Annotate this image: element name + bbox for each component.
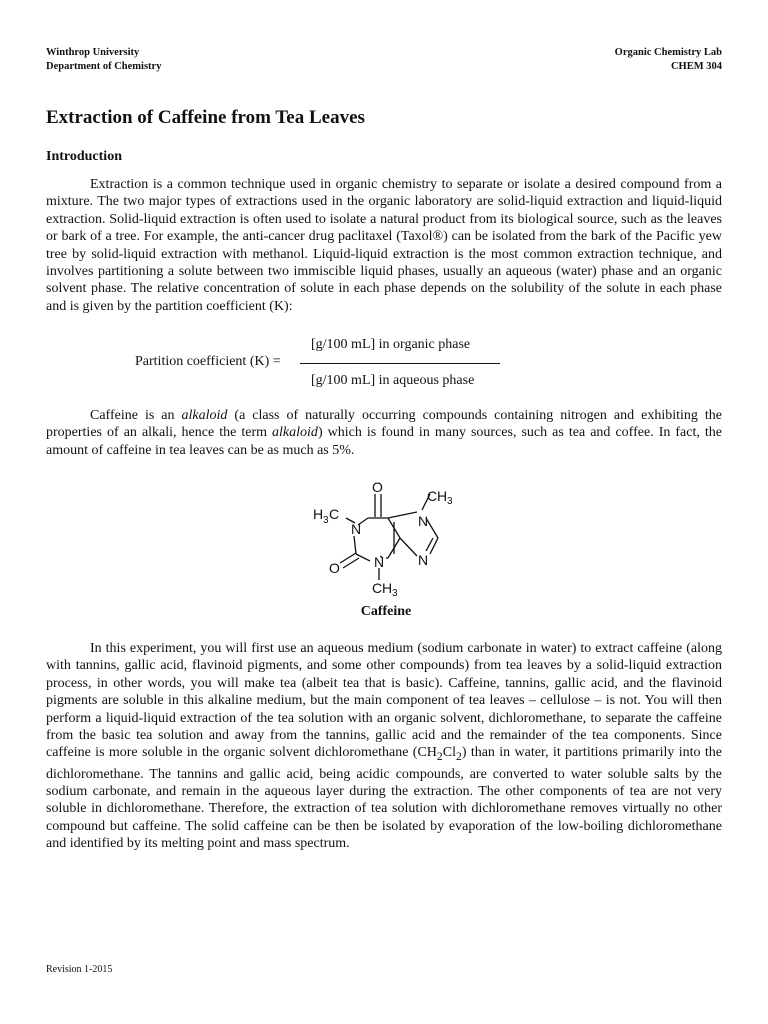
atom-nitrogen-9: N: [418, 552, 429, 568]
header-left: [46, 46, 161, 74]
p2-text-3: ) which is found in many sources, such as tea and coffee. In fact, the amount of caffeine in tea leaves can be as much as 5%.: [46, 425, 722, 458]
atom-carbon-methyl-left: C: [329, 506, 340, 522]
subscript-methyl-bottom: 3: [392, 588, 398, 599]
atom-oxygen-top: O: [372, 479, 383, 495]
bond: [356, 554, 370, 561]
atom-hydrogen-methyl-top: H: [437, 488, 448, 504]
atom-hydrogen-methyl-left: H: [313, 506, 324, 522]
partition-coefficient-formula: [135, 337, 515, 393]
atom-oxygen-left: O: [329, 560, 340, 576]
p3-text-2: Cl: [442, 745, 456, 761]
p3-subscript-1: 2: [436, 750, 443, 764]
atom-nitrogen-7: N: [418, 513, 429, 529]
fraction-bar: [300, 363, 500, 364]
bond: [400, 538, 417, 556]
alkaloid-term-1: alkaloid: [181, 408, 228, 423]
revision-footer: Revision 1-2015: [46, 964, 113, 975]
document-title: Extraction of Caffeine from Tea Leaves: [46, 107, 365, 128]
experiment-paragraph: [46, 640, 722, 853]
formula-denominator: [g/100 mL] in aqueous phase: [311, 373, 475, 388]
caffeine-structure-diagram: [300, 476, 480, 606]
subscript-methyl-left: 3: [323, 515, 329, 526]
p2-text-2: (a class of naturally occurring compounds containing nitrogen and exhibiting the properties of an alkali, hence the term: [46, 408, 723, 441]
atom-nitrogen-3: N: [374, 554, 385, 570]
structure-caption: Caffeine: [360, 604, 412, 619]
formula-numerator: [g/100 mL] in organic phase: [311, 337, 471, 352]
bond: [388, 512, 417, 518]
course-code: CHEM 304: [670, 61, 722, 72]
atom-hydrogen-methyl-bottom: H: [382, 580, 393, 596]
department-name: Department of Chemistry: [46, 61, 162, 72]
p3-text-3: ) than in water, it partitions primarily into the dichloromethane. The tannins and gallic acid, being acidic compounds, are converted to water soluble salts by the sodium carbonate, and remain in the aqueous layer during the extraction. The other components of tea are not very soluble in dichloromethane. Therefore, the extraction of tea solution with dichloromethane removes virtually no other compound but caffeine. The solid caffeine can be then be isolated by evaporation of the low-boiling dichloromethane and identified by its melting point and mass spectrum.: [46, 745, 722, 852]
header-right: [615, 46, 722, 74]
p2-text-1: Caffeine is an: [90, 408, 182, 423]
subscript-methyl-top: 3: [447, 496, 453, 507]
intro-paragraph-2: [46, 407, 722, 459]
p3-text-1: In this experiment, you will first use an aqueous medium (sodium carbonate in water) to extract caffeine (along with tannins, gallic acid, flavinoid pigments, and some other compounds) from tea leaves by a solid-liquid extraction process, in other words, you will make tea (albeit tea that is basic). Caffeine, tannins, gallic acid, and the flavinoid pigments are soluble in this alkaline medium, but the main component of tea leaves – cellulose – is not. You will then perform a liquid-liquid extraction of the tea solution with an organic solvent, dichloromethane, to separate the caffeine from the basic tea solution and away from the tannins, gallic acid and the remainder of the tea components. Since caffeine is more soluble in the organic solvent dichloromethane (CH: [46, 641, 722, 761]
formula-label: Partition coefficient (K) =: [135, 354, 281, 369]
intro-paragraph-1: Extraction is a common technique used in organic chemistry to separate or isolate a desired compound from a mixture. The two major types of extractions used in the organic laboratory are solid-liquid extraction and liquid-liquid extraction. Solid-liquid extraction is often used to isolate a natural product from its biological source, such as the leaves or bark of a tree. For example, the anti-cancer drug paclitaxel (Taxol®) can be isolated from the bark of the Pacific yew tree by solid-liquid extraction with methanol. Liquid-liquid extraction is the most common extraction technique, and involves partitioning a solute between two immiscible liquid phases, usually an aqueous (water) phase and an organic solvent phase. The relative concentration of solute in each phase depends on the solubility of the solute in each phase and is given by the partition coefficient (K):: [46, 177, 722, 314]
p3-subscript-2: 2: [455, 750, 462, 764]
atom-carbon-methyl-top: C: [427, 488, 438, 504]
atom-nitrogen-1: N: [351, 521, 362, 537]
section-heading-introduction: Introduction: [46, 149, 122, 164]
course-lab-name: Organic Chemistry Lab: [614, 47, 722, 58]
alkaloid-term-2: alkaloid: [272, 425, 318, 441]
caffeine-structure: [300, 476, 480, 606]
university-name: Winthrop University: [46, 47, 140, 58]
atom-carbon-methyl-bottom: C: [372, 580, 383, 596]
bond: [354, 536, 356, 554]
